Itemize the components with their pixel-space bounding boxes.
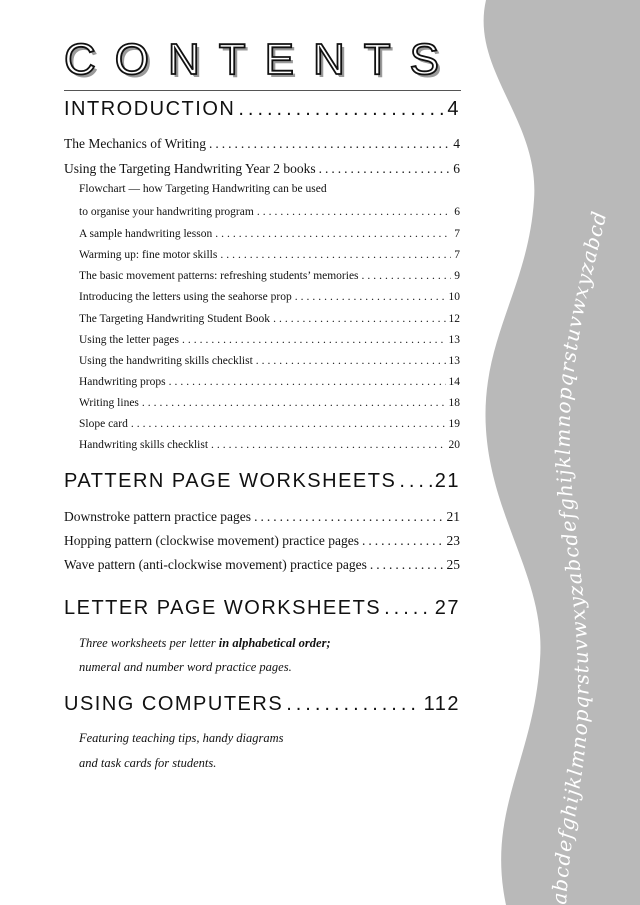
note-text: Three worksheets per letter — [79, 636, 219, 650]
toc-subentry[interactable] — [79, 439, 460, 451]
toc-subentry-label: A sample handwriting lesson — [79, 228, 213, 240]
toc-entry-wave[interactable] — [64, 557, 460, 573]
toc-page-number: 20 — [448, 439, 460, 451]
toc-entry-label: Downstroke pattern practice pages — [64, 509, 252, 524]
dot-leader — [211, 439, 445, 451]
dot-leader — [142, 397, 446, 409]
toc-subentry[interactable] — [79, 249, 460, 261]
toc-page-number: 112 — [423, 693, 460, 715]
toc-page-number: 18 — [448, 397, 460, 409]
toc-subentry-flowchart-line1: Flowchart — how Targeting Handwriting can be used — [79, 183, 327, 195]
toc-page-number: 21 — [434, 470, 460, 492]
toc-heading-label: INTRODUCTION — [64, 98, 236, 120]
page-title: CONTENTS — [64, 35, 458, 84]
toc-subentry[interactable] — [79, 313, 460, 325]
toc-entry-hopping[interactable] — [64, 533, 460, 549]
toc-entry-label: Wave pattern (anti-clockwise movement) practice pages — [64, 557, 367, 572]
toc-page-number: 10 — [448, 291, 460, 303]
letter-section-note-line2: numeral and number word practice pages. — [79, 660, 292, 674]
dot-leader — [256, 355, 446, 367]
toc-page-number: 6 — [454, 206, 460, 218]
toc-page-number: 13 — [448, 334, 460, 346]
toc-page-number: 19 — [448, 418, 460, 430]
toc-subentry[interactable] — [79, 291, 460, 303]
dot-leader — [182, 334, 446, 346]
toc-page-number: 6 — [453, 161, 460, 176]
toc-page-number: 21 — [446, 509, 460, 524]
toc-subentry-label: Handwriting props — [79, 376, 166, 388]
title-rule — [64, 90, 461, 91]
dot-leader — [319, 161, 451, 177]
toc-subentry-label: Introducing the letters using the seahorse prop — [79, 291, 292, 303]
toc-page-number: 25 — [446, 557, 460, 572]
toc-page-number: 7 — [454, 228, 460, 240]
note-emphasis: in alphabetical order; — [218, 636, 331, 650]
toc-page-number: 13 — [448, 355, 460, 367]
dot-leader — [362, 270, 452, 282]
toc-page-number: 9 — [454, 270, 460, 282]
toc-page-number: 4 — [453, 136, 460, 151]
dot-leader — [254, 509, 443, 525]
toc-subentry-label: The basic movement patterns: refreshing students’ memories — [79, 270, 359, 282]
toc-subentry[interactable] — [79, 228, 460, 240]
dot-leader — [220, 249, 451, 261]
dot-leader — [384, 597, 432, 620]
dot-leader — [238, 98, 444, 121]
toc-subentry[interactable] — [79, 270, 460, 282]
dot-leader — [215, 228, 451, 240]
toc-subentry-label: Writing lines — [79, 397, 139, 409]
toc-heading-introduction[interactable] — [64, 98, 460, 121]
toc-subentry-label: Using the letter pages — [79, 334, 179, 346]
toc-entry-downstroke[interactable] — [64, 509, 460, 525]
dot-leader — [169, 376, 446, 388]
toc-subentry[interactable] — [79, 418, 460, 430]
toc-entry-using-books[interactable] — [64, 161, 460, 177]
alphabet-strip-text: abcdefghijklmnopqrstuvwxyzabcdefghijklmnopqrstuvwxyzabcd — [547, 208, 612, 905]
computers-section-note-line1: Featuring teaching tips, handy diagrams — [79, 731, 284, 745]
dot-leader — [131, 418, 446, 430]
dot-leader — [273, 313, 445, 325]
toc-entry-label: Hopping pattern (clockwise movement) practice pages — [64, 533, 360, 548]
toc-entry-label: The Mechanics of Writing — [64, 136, 207, 151]
toc-heading-label: LETTER PAGE WORKSHEETS — [64, 597, 382, 619]
toc-subentry-label: Warming up: fine motor skills — [79, 249, 218, 261]
toc-subentry-label: Using the handwriting skills checklist — [79, 355, 253, 367]
toc-subentry[interactable] — [79, 334, 460, 346]
dot-leader — [257, 206, 451, 218]
letter-section-note-line1 — [79, 636, 331, 651]
toc-page-number: 4 — [447, 98, 460, 120]
dot-leader — [370, 557, 444, 573]
toc-heading-label: PATTERN PAGE WORKSHEETS — [64, 470, 397, 492]
toc-subentry-label: Handwriting skills checklist — [79, 439, 209, 451]
toc-subentry-label: The Targeting Handwriting Student Book — [79, 313, 271, 325]
toc-page-number: 27 — [434, 597, 460, 619]
toc-heading-label: USING COMPUTERS — [64, 693, 284, 715]
computers-section-note-line2: and task cards for students. — [79, 756, 217, 770]
toc-page-number: 23 — [446, 533, 460, 548]
toc-subentry[interactable] — [79, 376, 460, 388]
toc-heading-letter[interactable] — [64, 597, 460, 620]
toc-entry-mechanics[interactable] — [64, 136, 460, 152]
dot-leader — [362, 533, 443, 549]
toc-heading-computers[interactable] — [64, 693, 460, 716]
toc-page-number: 12 — [448, 313, 460, 325]
toc-subentry[interactable] — [79, 397, 460, 409]
toc-entry-label: Using the Targeting Handwriting Year 2 books — [64, 161, 316, 176]
dot-leader — [286, 693, 420, 716]
toc-heading-pattern[interactable] — [64, 470, 460, 493]
toc-subentry[interactable] — [79, 206, 460, 218]
toc-subentry-label: Slope card — [79, 418, 128, 430]
toc-subentry[interactable] — [79, 355, 460, 367]
dot-leader — [295, 291, 446, 303]
toc-page-number: 14 — [448, 376, 460, 388]
toc-subentry-label: to organise your handwriting program — [79, 206, 254, 218]
dot-leader — [209, 136, 450, 152]
dot-leader — [399, 470, 431, 493]
toc-page-number: 7 — [454, 249, 460, 261]
